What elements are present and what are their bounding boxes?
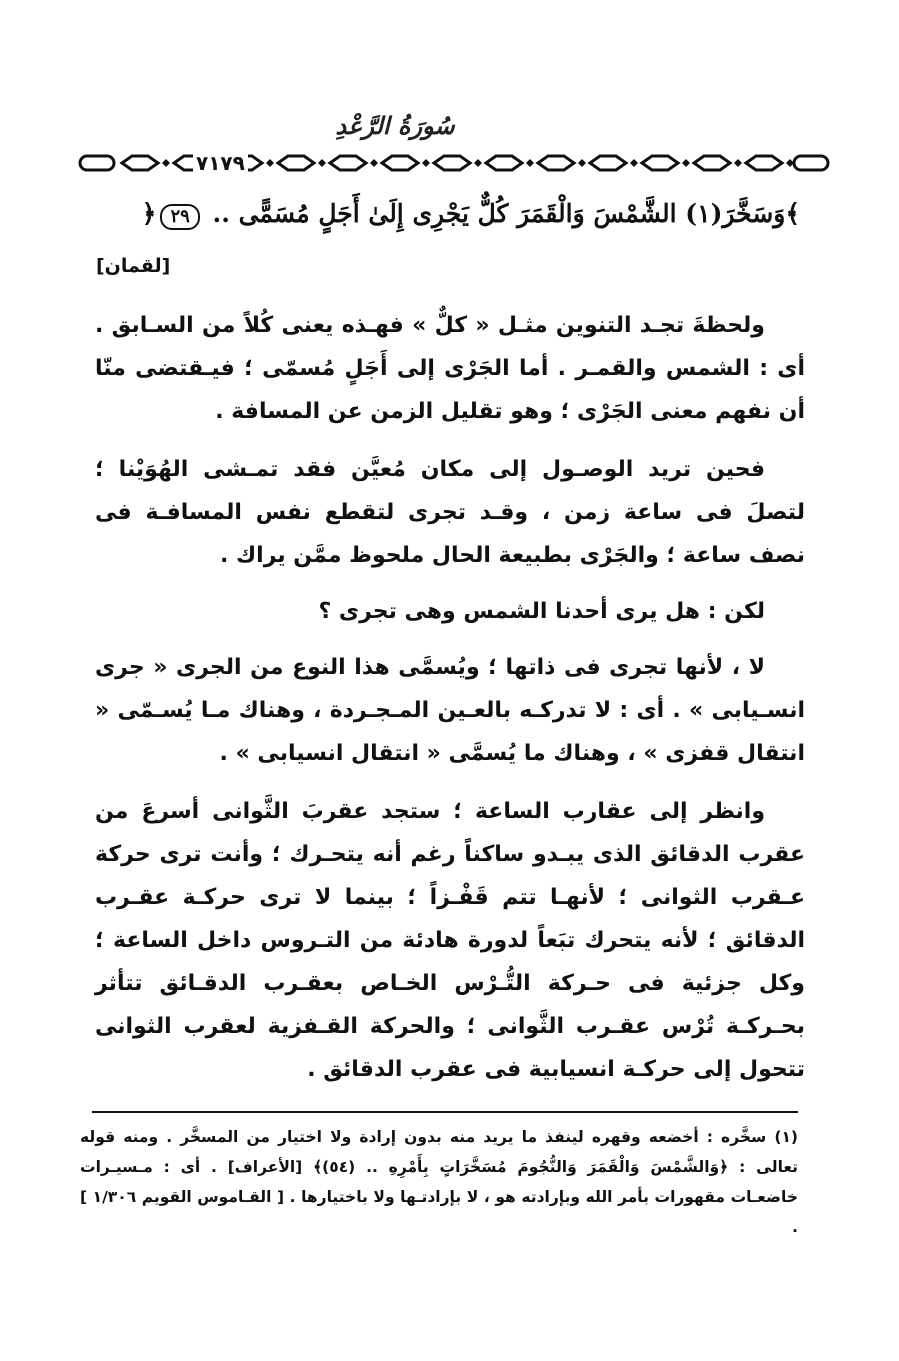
verse-text: وَسَخَّرَ(١) الشَّمْسَ وَالْقَمَرَ كُلٌّ يَجْرِى إِلَىٰ أَجَلٍ مُسَمًّى .. (212, 199, 786, 228)
chain-link (642, 156, 678, 170)
chain-border-ornament (78, 150, 830, 176)
footnote: (١) سخَّره : أخضعه وقهره لينفذ ما يريد منه بدون إرادة ولا اختيار من المسخَّر . ومنه قوله تعالى : ﴿وَالشَّمْسَ وَالْقَمَرَ وَالنُّجُومَ مُسَخَّرَاتٍ بِأَمْرِهِ .. (٥٤)﴾ [الأعراف] . أى : مـسيـرات خاضعـات مقهورات بأمر الله وبإرادته هو ، لا بإرادتـها ولا باختيارها . [ القـاموس القويم ١/٣٠٦ ] . (80, 1128, 798, 1236)
chain-dot (266, 159, 274, 167)
chain-link (538, 156, 574, 170)
footnote-divider (92, 1111, 798, 1113)
chain-dot (318, 159, 326, 167)
paragraph-text: لكن : هل يرى أحدنا الشمس وهى تجرى ؟ (318, 599, 765, 624)
chain-dot (474, 159, 482, 167)
ayah-number-marker: ٢٩ (160, 204, 199, 230)
chain-link (590, 156, 626, 170)
chain-dot (734, 159, 742, 167)
paragraph-text: وانظر إلى عقارب الساعة ؛ ستجد عقربَ الثَّوانى أسرعَ من عقرب الدقائق الذى يبـدو ساكناً رغم أنه يتحـرك ؛ وأنت ترى حركة عـقرب الثوانى ؛ لأنهـا تتم قَفْـزاً ؛ بينما لا ترى حركـة عقـرب الدقائق ؛ لأنه يتحرك تبَعاً لدورة هادئة من التـروس داخل الساعة ؛ وكل جزئية فى حـركة التُّـرْس الخـاص بعقـرب الدقـائق تتأثر بحـركـة تُرْس عقـرب الثَّوانى ؛ والحركة القـفزية لعقرب الثوانى تتحول إلى حركـة انسيابية فى عقرب الدقائق . (95, 799, 805, 1082)
chain-dot (422, 159, 430, 167)
paragraph-text: فحين تريد الوصـول إلى مكان مُعيَّن فقد تمـشى الهُوَيْنا ؛ لتصلَ فى ساعة زمن ، وقـد تجرى لتقطع نفس المسافـة فى نصف ساعة ؛ والجَرْى بطبيعة الحال ملحوظ ممَّن يراك . (95, 457, 805, 568)
chain-dot (162, 159, 170, 167)
chain-link (122, 156, 158, 170)
chain-dot (370, 159, 378, 167)
paragraph (95, 790, 805, 1091)
chain-dot (578, 159, 586, 167)
chain-link (330, 156, 366, 170)
verse-source: [لقمان] (96, 255, 171, 277)
chain-link (746, 156, 782, 170)
chain-dot (786, 159, 794, 167)
header-border (78, 150, 830, 176)
verse-open-bracket: ﴿ (141, 199, 157, 228)
chain-link (434, 156, 470, 170)
chain-link (486, 156, 522, 170)
chain-link (694, 156, 730, 170)
chain-dot (630, 159, 638, 167)
paragraph (95, 304, 805, 433)
chain-link (382, 156, 418, 170)
verse-close-bracket: ﴾ (785, 199, 800, 228)
paragraph-text: لا ، لأنها تجرى فى ذاتها ؛ ويُسمَّى هذا النوع من الجرى « جرى انسـيابى » . أى : لا تدركـه بالعـين المـجـردة ، وهناك مـا يُسـمّى « انتقال قفزى » ، وهناك ما يُسمَّى « انتقال انسيابى » . (95, 655, 805, 766)
chain-dot (682, 159, 690, 167)
page-number: ٧١٧٩ (193, 150, 248, 176)
paragraph (95, 448, 805, 577)
quran-verse (95, 196, 800, 232)
paragraph (95, 646, 805, 775)
chain-link (278, 156, 314, 170)
paragraph-text: ولحظةَ تجـد التنوين مثـل « كلٌّ » فهـذه يعنى كُلاً من السـابق . أى : الشمس والقمـر . أما الجَرْى إلى أَجَلٍ مُسمّى ؛ فيـقتضى منّا أن نفهم معنى الجَرْى ؛ وهو تقليل الزمن عن المسافة . (95, 313, 805, 424)
paragraph (95, 590, 805, 633)
chain-dot (526, 159, 534, 167)
sura-title: سُورَةُ الرَّعْدِ (335, 111, 455, 140)
